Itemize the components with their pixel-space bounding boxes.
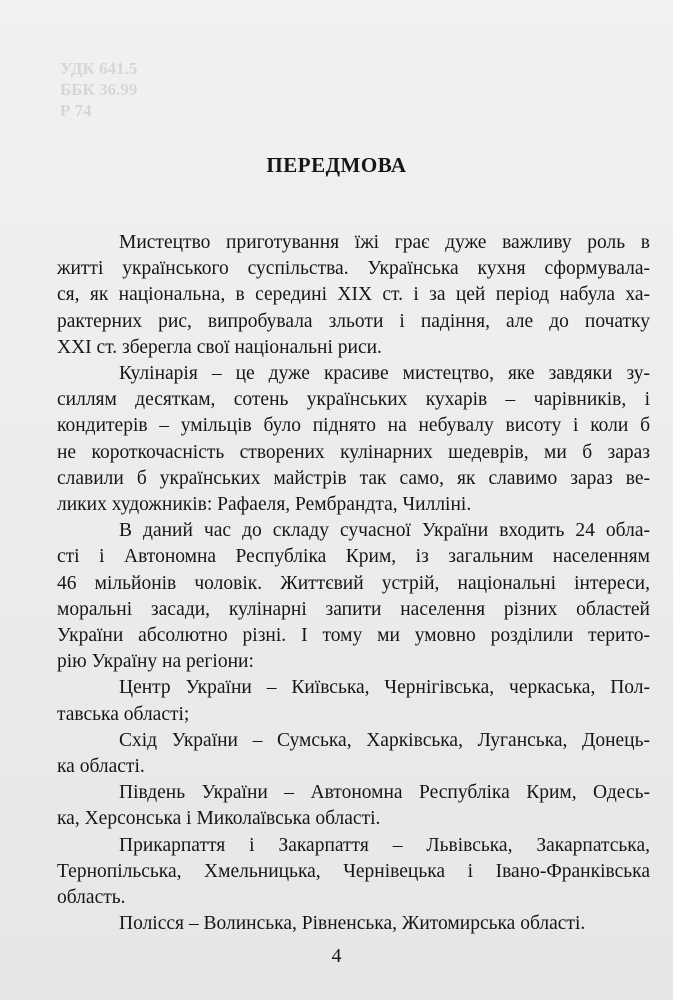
paragraph: [57, 780, 650, 832]
text-line: Кулінарія – це дуже красиве мистецтво, яке завдяки зу-: [119, 363, 650, 385]
bleed-line: УДК 641.5: [60, 59, 138, 78]
text-line: XXI ст. зберегла свої національні риси.: [57, 336, 382, 358]
text-line: Мистецтво приготування їжі грає дуже важливу роль в: [119, 232, 650, 253]
text-line: України абсолютно різні. І тому ми умовно розділили терито-: [57, 625, 650, 647]
bleed-line: ББК 36.99: [60, 80, 138, 99]
text-line: ка області.: [57, 756, 145, 778]
paragraph: [57, 230, 650, 361]
text-line: 46 мільйонів чоловік. Життєвий устрій, національні інтереси,: [57, 572, 650, 594]
text-line: кондитерів – умільців було піднято на небувалу висоту і коли б: [57, 415, 650, 437]
text-line: Центр України – Київська, Чернігівська, черкаська, Пол-: [119, 677, 650, 699]
bleed-through-text: [60, 58, 137, 121]
text-line: Південь України – Автономна Республіка Крим, Одесь-: [119, 782, 650, 804]
page-title: ПЕРЕДМОВА: [266, 153, 407, 177]
paragraph: [57, 675, 650, 727]
text-line: славили б українських майстрів так само, як славимо зараз ве-: [57, 467, 650, 489]
text-line: рію Україну на регіони:: [57, 651, 254, 673]
text-line: силлям десяткам, сотень українських кухарів – чарівників, і: [57, 389, 650, 411]
text-line: область.: [57, 887, 126, 909]
paragraph: [57, 833, 650, 912]
text-line: моральні засади, кулінарні запити населення різних областей: [57, 598, 650, 620]
page-number: 4: [331, 945, 342, 967]
paragraph: [57, 361, 650, 518]
text-line: сті і Автономна Республіка Крим, із загальним населенням: [57, 546, 650, 568]
text-line: ка, Херсонська і Миколаївська області.: [57, 808, 381, 830]
bleed-line: Р 74: [60, 101, 92, 120]
text-line: тавська області;: [57, 703, 190, 725]
text-line: не короткочасність створених кулінарних шедеврів, ми б зараз: [57, 441, 650, 463]
text-line: Схід України – Сумська, Харківська, Луганська, Донець-: [119, 729, 650, 751]
text-line: ся, як національна, в середині XIX ст. і за цей період набула ха-: [57, 284, 650, 306]
body-text: [57, 230, 650, 937]
paragraph: [57, 728, 650, 780]
text-line: Полісся – Волинська, Рівненська, Житомирська області.: [119, 913, 586, 935]
text-line: В даний час до складу сучасної України входить 24 обла-: [119, 520, 650, 542]
text-line: ликих художників: Рафаеля, Рембрандта, Чилліні.: [57, 494, 472, 516]
text-line: житті українського суспільства. Українська кухня сформувала-: [57, 258, 650, 280]
text-line: Тернопільська, Хмельницька, Чернівецька і Івано-Франківська: [57, 860, 650, 882]
paragraph: [57, 518, 650, 675]
text-line: рактерних рис, випробувала зльоти і падіння, але до початку: [57, 310, 650, 332]
paragraph: [57, 911, 650, 937]
text-line: Прикарпаття і Закарпаття – Львівська, Закарпатська,: [119, 834, 650, 856]
